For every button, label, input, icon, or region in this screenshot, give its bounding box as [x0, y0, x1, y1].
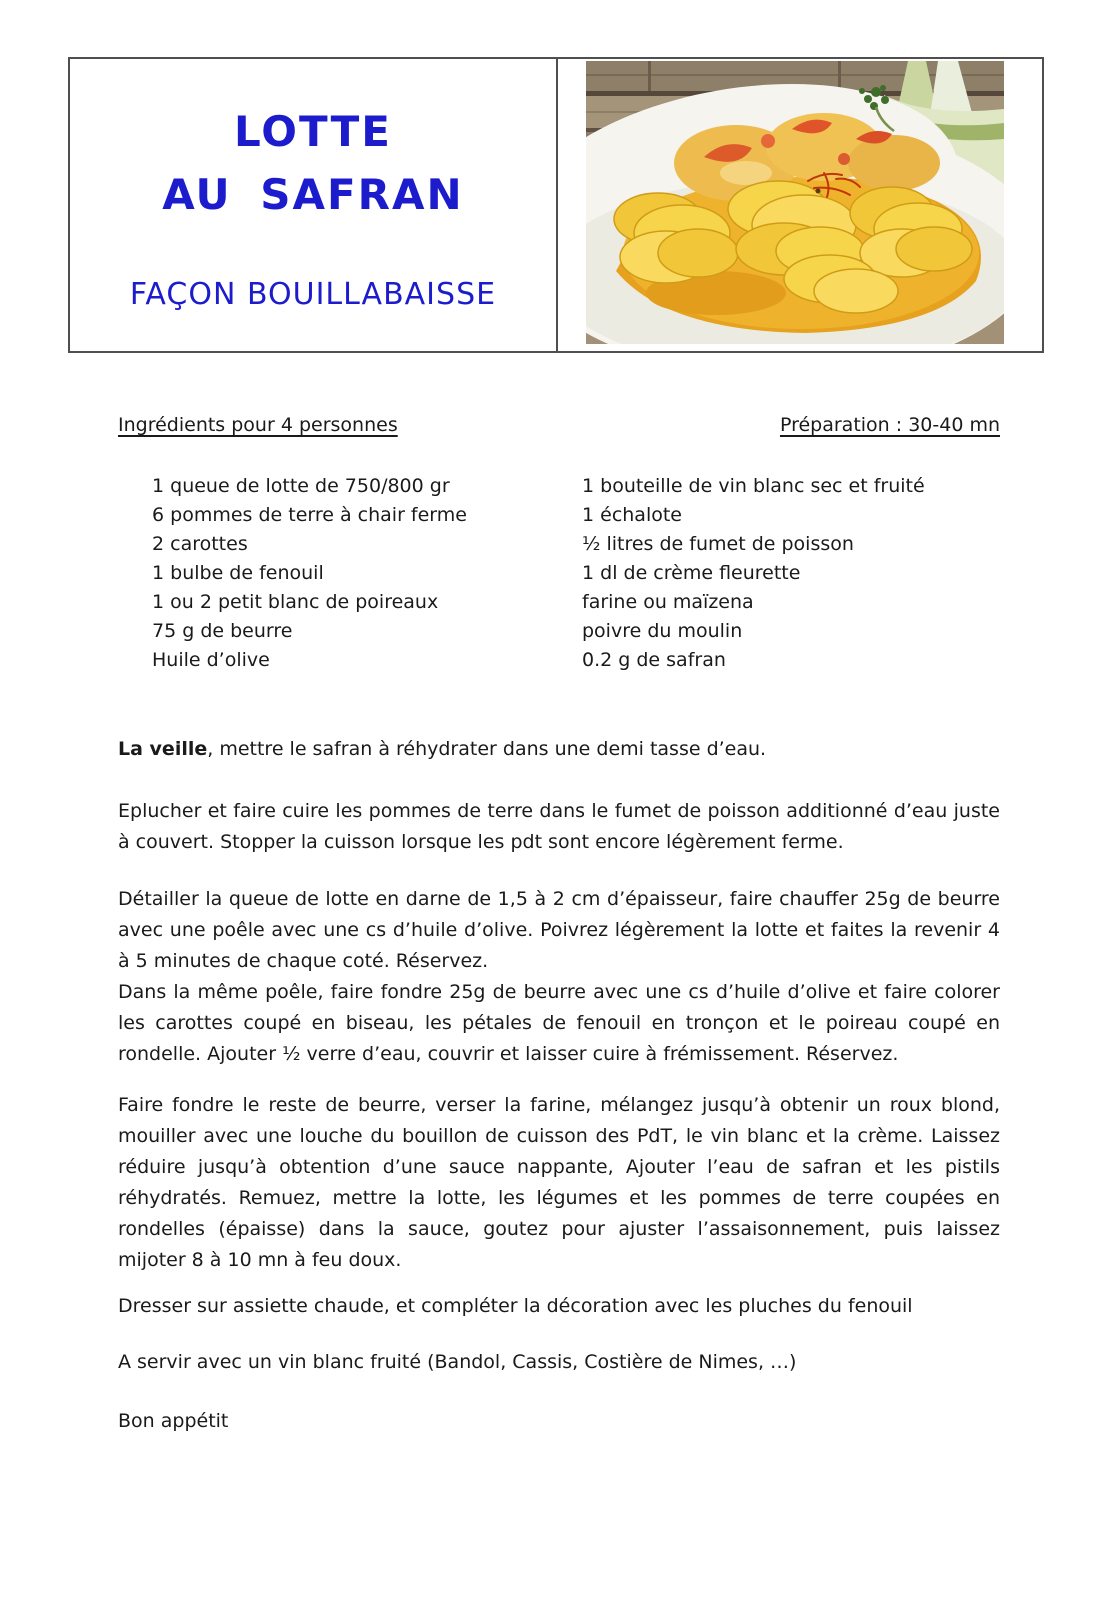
step-detailler: [118, 884, 1000, 1070]
page-title-line2: AU SAFRAN: [162, 170, 464, 219]
page-subtitle: FAÇON BOUILLABAISSE: [129, 277, 497, 312]
step-la-veille: [118, 734, 1000, 765]
ingredient-item: poivre du moulin: [582, 620, 743, 642]
title-cell: [70, 59, 558, 351]
ingredient-item: 2 carottes: [152, 533, 248, 555]
header-table: [68, 57, 1044, 353]
ingredients-column-left: [152, 472, 467, 675]
step-detailler-part2: Dans la même poêle, faire fondre 25g de beurre avec une cs d’huile d’olive et faire colorer les carottes coupé en biseau, les pétales de fenouil en tronçon et le poireau coupé en rondelle. Ajouter ½ verre d’eau, couvrir et laisser cuire à frémissement. Réservez.: [118, 981, 1000, 1065]
step-la-veille-bold: La veille: [118, 738, 208, 760]
ingredient-item: farine ou maïzena: [582, 591, 754, 613]
ingredient-item: 6 pommes de terre à chair ferme: [152, 504, 467, 526]
step-dresser: Dresser sur assiette chaude, et compléter la décoration avec les pluches du fenouil: [118, 1295, 913, 1317]
ingredients-column-right: [582, 472, 925, 675]
photo-cell: [558, 59, 1042, 351]
step-la-veille-rest: , mettre le safran à réhydrater dans une demi tasse d’eau.: [207, 738, 767, 760]
ingredient-item: 1 bouteille de vin blanc sec et fruité: [582, 475, 925, 497]
step-faire-fondre: Faire fondre le reste de beurre, verser la farine, mélangez jusqu’à obtenir un roux blond, mouiller avec une louche du bouillon de cuisson des PdT, le vin blanc et la crème. Laissez réduire jusqu’à obtention d’une sauce nappante, Ajouter l’eau de safran et les pistils réhydratés. Remuez, mettre la lotte, les légumes et les pommes de terre coupées en rondelles (épaisse) dans la sauce, goutez pour ajuster l’assaisonnement, puis laissez mijoter 8 à 10 mn à feu doux.: [118, 1094, 1000, 1271]
page-title-line1: LOTTE: [234, 107, 392, 156]
preparation-time-heading: Préparation : 30-40 mn: [779, 414, 1000, 436]
bon-appetit: Bon appétit: [118, 1410, 229, 1432]
ingredient-item: 1 échalote: [582, 504, 682, 526]
step-eplucher: Eplucher et faire cuire les pommes de terre dans le fumet de poisson additionné d’eau juste à couvert. Stopper la cuisson lorsque les pdt sont encore légèrement ferme.: [118, 800, 1000, 853]
step-servir: A servir avec un vin blanc fruité (Bandol, Cassis, Costière de Nimes, …): [118, 1351, 797, 1373]
ingredients-heading: Ingrédients pour 4 personnes: [118, 414, 398, 436]
step-detailler-part1: Détailler la queue de lotte en darne de 1,5 à 2 cm d’épaisseur, faire chauffer 25g de beurre avec une poêle avec une cs d’huile d’olive. Poivrez légèrement la lotte et faites la revenir 4 à 5 minutes de chaque coté. Réservez.: [118, 888, 1000, 972]
ingredient-item: 1 queue de lotte de 750/800 gr: [152, 475, 450, 497]
ingredient-item: 0.2 g de safran: [582, 649, 726, 671]
dish-photo: [586, 61, 1004, 344]
ingredient-item: 1 bulbe de fenouil: [152, 562, 324, 584]
section-headings-row: [118, 414, 1000, 436]
ingredient-item: 75 g de beurre: [152, 620, 293, 642]
ingredient-item: 1 ou 2 petit blanc de poireaux: [152, 591, 439, 613]
ingredient-item: ½ litres de fumet de poisson: [582, 533, 854, 555]
ingredient-item: 1 dl de crème fleurette: [582, 562, 801, 584]
ingredient-item: Huile d’olive: [152, 649, 270, 671]
